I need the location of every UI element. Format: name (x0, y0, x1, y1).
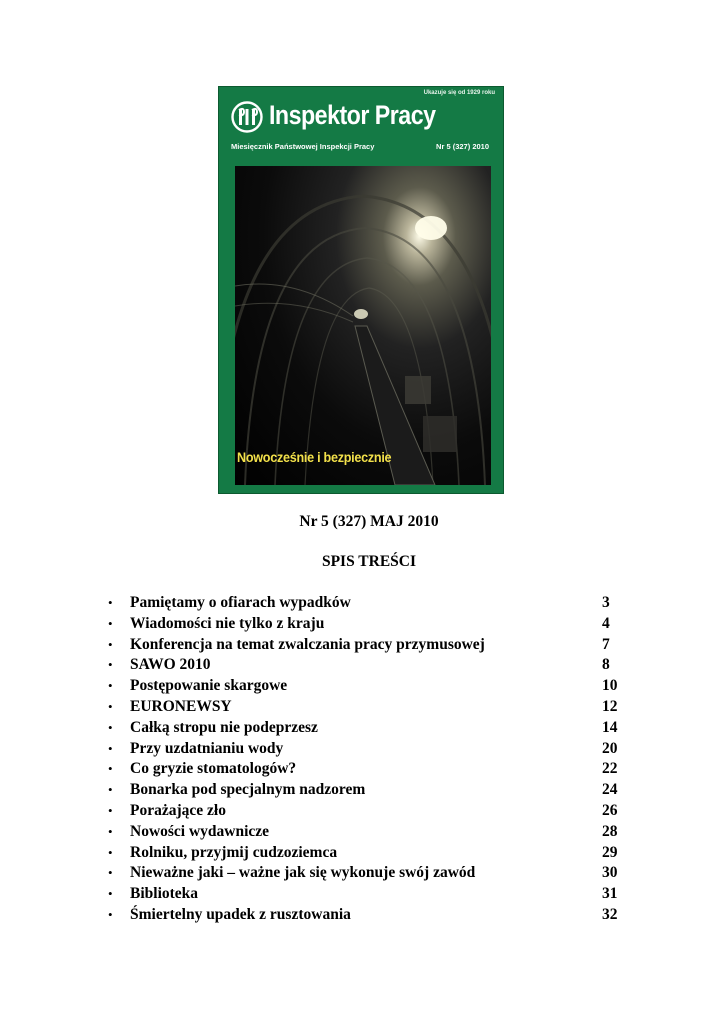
toc-item-page: 12 (602, 697, 618, 715)
cover-title: Inspektor Pracy (269, 100, 436, 130)
bullet-icon: • (108, 615, 113, 631)
toc-item-page: 4 (602, 614, 610, 632)
toc-item-title: Nieważne jaki – ważne jak się wykonuje swój zawód (130, 864, 476, 882)
toc-item-title: Porażające zło (130, 801, 226, 819)
cover-headline: Nowocześnie i bezpiecznie (237, 449, 392, 465)
toc-item (108, 614, 628, 635)
toc-item-page: 14 (602, 718, 618, 736)
bullet-icon: • (108, 678, 113, 694)
toc-item-page: 22 (602, 760, 618, 778)
toc-item (108, 739, 628, 760)
toc-item (108, 801, 628, 822)
bullet-icon: • (108, 886, 113, 902)
pip-logo-icon (231, 101, 263, 133)
toc-item (108, 593, 628, 614)
bullet-icon: • (108, 595, 113, 610)
toc-item-title: Nowości wydawnicze (130, 822, 270, 840)
cover-subtitle: Miesięcznik Państwowej Inspekcji Pracy (231, 142, 375, 151)
toc-item (108, 635, 628, 656)
toc-item-title: SAWO 2010 (130, 656, 211, 674)
toc-item-title: Śmiertelny upadek z rusztowania (130, 905, 351, 923)
toc-item-title: Bonarka pod specjalnym nadzorem (130, 781, 366, 799)
toc-item-title: Postępowanie skargowe (130, 677, 288, 695)
toc-item-page: 7 (602, 635, 610, 653)
bullet-icon: • (108, 844, 113, 860)
bullet-icon: • (108, 698, 113, 714)
toc-item (108, 884, 628, 905)
toc-item (108, 780, 628, 801)
toc-item-title: Wiadomości nie tylko z kraju (130, 614, 325, 632)
toc-item-page: 26 (602, 801, 618, 819)
toc-item-page: 3 (602, 594, 610, 611)
cover-issue-number: Nr 5 (327) 2010 (436, 142, 489, 151)
issue-line: Nr 5 (327) MAJ 2010 (299, 513, 439, 530)
toc-item-page: 29 (602, 843, 618, 861)
bullet-icon: • (108, 823, 113, 839)
toc-item (108, 655, 628, 676)
bullet-icon: • (108, 719, 113, 735)
toc-item (108, 843, 628, 864)
toc-item (108, 676, 628, 697)
toc-item-page: 24 (602, 781, 618, 799)
mine-tunnel-photo (235, 166, 491, 485)
bullet-icon: • (108, 761, 113, 777)
toc-item-page: 31 (602, 885, 618, 903)
toc-heading: SPIS TREŚCI (321, 553, 417, 570)
bullet-icon: • (108, 802, 113, 818)
toc-item (108, 697, 628, 718)
toc-item-title: Przy uzdatnianiu wody (130, 739, 284, 757)
toc-item (108, 863, 628, 884)
toc-item-title: EURONEWSY (130, 697, 232, 715)
toc-item-page: 30 (602, 864, 618, 882)
cover-since-note: Ukazuje się od 1929 roku (423, 90, 495, 96)
toc-item-title: Co gryzie stomatologów? (130, 760, 297, 778)
mine-tunnel-illustration (235, 166, 491, 485)
toc-item-title: Całką stropu nie podeprzesz (130, 718, 318, 736)
toc-item-page: 32 (602, 905, 618, 923)
bullet-icon: • (108, 906, 113, 922)
toc-item (108, 822, 628, 843)
toc-item (108, 718, 628, 739)
toc-item-page: 28 (602, 822, 618, 840)
toc-item-title: Pamiętamy o ofiarach wypadków (130, 594, 351, 611)
toc-item-page: 20 (602, 739, 618, 757)
bullet-icon: • (108, 636, 113, 652)
toc-item-title: Rolniku, przyjmij cudzoziemca (130, 843, 338, 861)
bullet-icon: • (108, 865, 113, 881)
bullet-icon: • (108, 657, 113, 673)
toc-item-page: 8 (602, 656, 610, 674)
toc-item (108, 905, 628, 926)
bullet-icon: • (108, 740, 113, 756)
magazine-cover (218, 86, 504, 494)
toc-list (108, 593, 628, 926)
bullet-icon: • (108, 782, 113, 798)
toc-item-page: 10 (602, 677, 618, 695)
toc-item (108, 759, 628, 780)
toc-item-title: Konferencja na temat zwalczania pracy przymusowej (130, 635, 485, 653)
toc-item-title: Biblioteka (130, 885, 199, 903)
